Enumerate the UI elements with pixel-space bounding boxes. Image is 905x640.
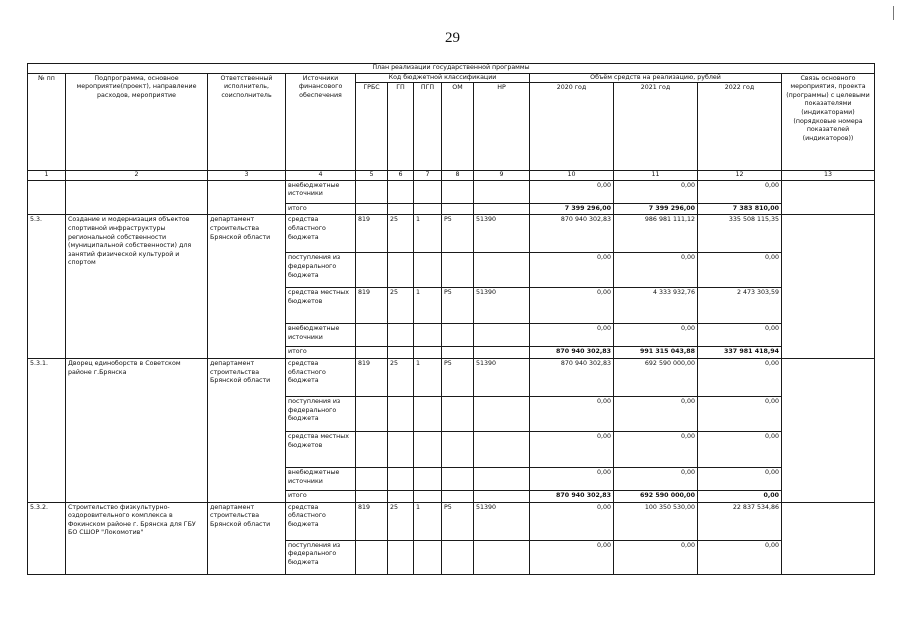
source-cell: средства областного бюджета [286,215,356,253]
value-2022: 0,00 [698,431,782,467]
code-nr: 51390 [474,502,530,540]
value-2020: 0,00 [530,288,614,324]
table-row [28,215,875,253]
code-gp: 25 [388,358,414,396]
header-title-row [28,64,875,74]
source-cell: итого [286,347,356,359]
code-gp: 25 [388,502,414,540]
column-number: 8 [442,171,474,181]
header-2020: 2020 год [530,83,614,171]
source-cell: средства местных бюджетов [286,431,356,467]
header-2022: 2022 год [698,83,782,171]
source-cell: поступления из федерального бюджета [286,396,356,431]
total-2022: 7 383 810,00 [698,203,782,215]
plan-title: План реализации государственной программы [28,64,875,74]
header-volume-group: Объём средств на реализацию, рублей [530,73,782,83]
value-2020: 0,00 [530,324,614,347]
value-2020: 0,00 [530,502,614,540]
value-2021: 0,00 [614,431,698,467]
total-2020: 870 940 302,83 [530,347,614,359]
column-number: 3 [208,171,286,181]
header-link: Связь основного мероприятия, проекта (программы) с целевыми показателями (индикаторами) (порядковые номера показателей (индикаторов)) [782,73,875,171]
value-2021: 0,00 [614,396,698,431]
value-2022: 0,00 [698,396,782,431]
row-responsible: департамент строительства Брянской области [208,215,286,359]
row-title: Создание и модернизация объектов спортивной инфраструктуры региональной собственности (муниципальной собственности) для занятий физической культурой и спортом [66,215,208,359]
header-gp: ГП [388,83,414,171]
header-2021: 2021 год [614,83,698,171]
column-number: 6 [388,171,414,181]
row-responsible: департамент строительства Брянской области [208,358,286,502]
source-cell: внебюджетные источники [286,467,356,490]
value-2021: 0,00 [614,253,698,288]
page-number: 29 [445,30,460,46]
table-row [28,358,875,396]
total-2020: 7 399 296,00 [530,203,614,215]
total-2021: 7 399 296,00 [614,203,698,215]
value-2022: 0,00 [698,540,782,574]
header-num: № пп [28,73,66,171]
column-number: 11 [614,171,698,181]
value-2021: 0,00 [614,540,698,574]
column-number: 9 [474,171,530,181]
header-sources: Источники финансового обеспечения [286,73,356,171]
value-2022: 335 508 115,35 [698,215,782,253]
total-2022: 337 981 418,94 [698,347,782,359]
value-2021: 4 333 932,76 [614,288,698,324]
column-number: 13 [782,171,875,181]
margin-mark [893,6,894,20]
source-cell: внебюджетные источники [286,180,356,203]
value-2022: 2 473 303,59 [698,288,782,324]
row-title: Строительство физкультурно-оздоровительного комплекса в Фокинском районе г. Брянска для ГБУ БО СШОР "Локомотив" [66,502,208,574]
source-cell: итого [286,203,356,215]
value-2020: 0,00 [530,540,614,574]
code-grbs: 819 [356,215,388,253]
table-row [28,180,875,203]
total-2021: 991 315 043,88 [614,347,698,359]
column-number: 4 [286,171,356,181]
value-2020: 0,00 [530,253,614,288]
code-grbs: 819 [356,288,388,324]
value-2020: 0,00 [530,396,614,431]
column-number: 1 [28,171,66,181]
table-row [28,502,875,540]
value-2020: 0,00 [530,431,614,467]
code-gp: 25 [388,215,414,253]
header-code-group: Код бюджетной классификации [356,73,530,83]
value-2022: 0,00 [698,467,782,490]
code-gp: 25 [388,288,414,324]
header-row [28,73,875,83]
total-2022: 0,00 [698,490,782,502]
value-2021: 0,00 [614,324,698,347]
source-cell: внебюджетные источники [286,324,356,347]
code-om: P5 [442,215,474,253]
total-2020: 870 940 302,83 [530,490,614,502]
code-om: P5 [442,288,474,324]
column-number: 2 [66,171,208,181]
column-number: 12 [698,171,782,181]
code-om: P5 [442,502,474,540]
source-cell: средства местных бюджетов [286,288,356,324]
source-cell: средства областного бюджета [286,358,356,396]
header-nr: НР [474,83,530,171]
header-responsible: Ответственный исполнитель, соисполнитель [208,73,286,171]
value-2020: 0,00 [530,467,614,490]
column-number: 5 [356,171,388,181]
plan-table [27,63,875,575]
row-number: 5.3.1. [28,358,66,502]
value-2022: 22 837 534,86 [698,502,782,540]
value-2022: 0,00 [698,180,782,203]
source-cell: поступления из федерального бюджета [286,540,356,574]
code-nr: 51390 [474,288,530,324]
column-number: 10 [530,171,614,181]
code-pgp: 1 [414,288,442,324]
code-grbs: 819 [356,358,388,396]
total-2021: 692 590 000,00 [614,490,698,502]
row-responsible: департамент строительства Брянской области [208,502,286,574]
value-2021: 0,00 [614,467,698,490]
row-number: 5.3. [28,215,66,359]
column-number: 7 [414,171,442,181]
value-2021: 100 350 530,00 [614,502,698,540]
value-2022: 0,00 [698,253,782,288]
source-cell: итого [286,490,356,502]
source-cell: средства областного бюджета [286,502,356,540]
code-nr: 51390 [474,358,530,396]
value-2022: 0,00 [698,324,782,347]
row-number: 5.3.2. [28,502,66,574]
code-pgp: 1 [414,502,442,540]
value-2022: 0,00 [698,358,782,396]
source-cell: поступления из федерального бюджета [286,253,356,288]
header-pgp: ПГП [414,83,442,171]
code-nr: 51390 [474,215,530,253]
header-program: Подпрограмма, основное мероприятие(проект), направление расходов, мероприятие [66,73,208,171]
value-2020: 870 940 302,83 [530,215,614,253]
code-pgp: 1 [414,358,442,396]
value-2020: 0,00 [530,180,614,203]
value-2021: 0,00 [614,180,698,203]
row-title: Дворец единоборств в Советском районе г.Брянска [66,358,208,502]
code-grbs: 819 [356,502,388,540]
value-2021: 692 590 000,00 [614,358,698,396]
value-2020: 870 940 302,83 [530,358,614,396]
header-om: ОМ [442,83,474,171]
column-number-row [28,171,875,181]
code-om: P5 [442,358,474,396]
value-2021: 986 981 111,12 [614,215,698,253]
code-pgp: 1 [414,215,442,253]
header-grbs: ГРБС [356,83,388,171]
